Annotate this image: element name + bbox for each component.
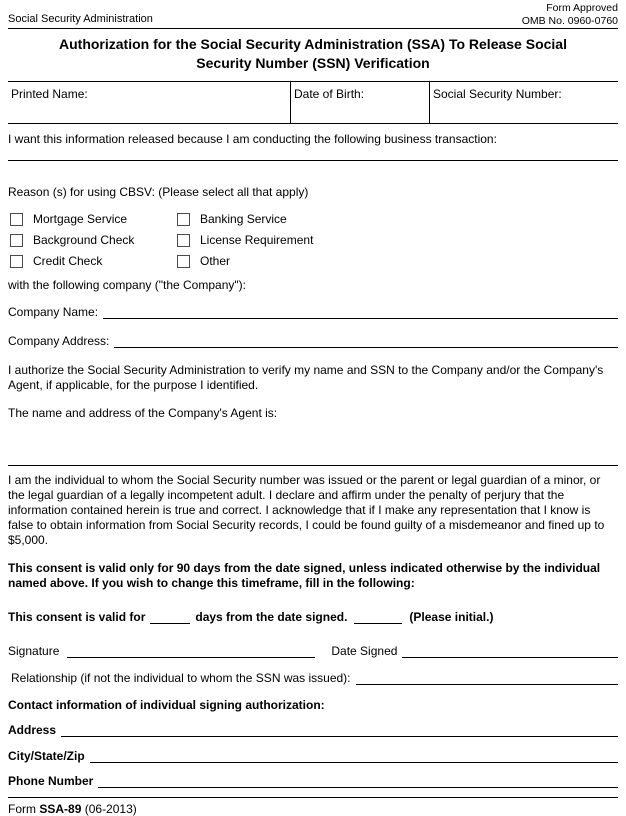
agency-name: Social Security Administration xyxy=(8,13,153,26)
days-input-blank[interactable] xyxy=(150,610,190,624)
ssn-label: Social Security Number: xyxy=(433,86,562,101)
reason-option-other xyxy=(175,254,230,268)
phone-number-row xyxy=(8,773,618,788)
address-label: Address xyxy=(8,722,57,737)
form-edition: (06-2013) xyxy=(84,801,137,816)
other-checkbox[interactable] xyxy=(177,255,190,268)
authorization-statement: I authorize the Social Security Administration to verify my name and SSN to the Company and/or the Company's Agent, if applicable, for the purpose I identified. xyxy=(8,362,604,392)
relationship-row xyxy=(8,670,618,685)
reason-option-credit-check xyxy=(8,254,175,268)
company-address-label: Company Address: xyxy=(8,333,110,348)
background-check-label: Background Check xyxy=(33,233,135,248)
reason-checkbox-grid xyxy=(8,209,618,272)
omb-number: OMB No. 0960-0760 xyxy=(521,14,618,27)
reason-row-2 xyxy=(8,230,618,251)
city-state-zip-label: City/State/Zip xyxy=(8,748,85,763)
company-name-input-line[interactable] xyxy=(103,304,618,319)
consent-custom-duration-row xyxy=(8,610,618,624)
form-approved-label: Form Approved xyxy=(546,2,618,14)
business-transaction-input-line[interactable] xyxy=(8,147,618,161)
company-address-row xyxy=(8,333,618,348)
with-company-text: with the following company ("the Company"): xyxy=(8,277,246,292)
form-approval-block xyxy=(522,2,618,28)
background-check-checkbox[interactable] xyxy=(10,234,23,247)
initials-input-blank[interactable] xyxy=(354,610,402,624)
company-name-row xyxy=(8,304,618,319)
date-signed-label: Date Signed xyxy=(331,643,398,658)
company-address-input-line[interactable] xyxy=(114,333,618,348)
reason-row-1 xyxy=(8,209,618,230)
valid-for-middle: days from the date signed. xyxy=(195,609,348,624)
printed-name-cell[interactable] xyxy=(8,82,290,123)
banking-service-checkbox[interactable] xyxy=(177,213,190,226)
banking-service-label: Banking Service xyxy=(200,212,287,227)
reason-option-license-requirement xyxy=(175,233,313,247)
agent-label: The name and address of the Company's Agent is: xyxy=(8,405,278,420)
release-statement: I want this information released because I am conducting the following business transaction: xyxy=(8,131,497,146)
city-state-zip-row xyxy=(8,748,618,763)
mortgage-service-checkbox[interactable] xyxy=(10,213,23,226)
credit-check-label: Credit Check xyxy=(33,254,103,269)
reasons-label: Reason (s) for using CBSV: (Please select all that apply) xyxy=(8,184,309,199)
form-number: SSA-89 xyxy=(39,801,82,816)
date-of-birth-label: Date of Birth: xyxy=(294,86,365,101)
relationship-input-line[interactable] xyxy=(356,670,618,685)
phone-number-input-line[interactable] xyxy=(98,773,618,788)
date-signed-input-line[interactable] xyxy=(402,643,618,658)
license-requirement-label: License Requirement xyxy=(200,233,314,248)
reason-row-3 xyxy=(8,251,618,272)
relationship-label: Relationship (if not the individual to whom the SSN was issued): xyxy=(11,670,351,685)
contact-heading: Contact information of individual signing authorization: xyxy=(8,697,325,712)
reason-option-mortgage-service xyxy=(8,212,175,226)
consent-validity-text: This consent is valid only for 90 days from the date signed, unless indicated otherwise by the individual named above. If you wish to change this timeframe, fill in the following: xyxy=(8,560,601,590)
valid-for-prefix: This consent is valid for xyxy=(8,609,146,624)
identity-field-row xyxy=(8,82,618,124)
valid-for-suffix: (Please initial.) xyxy=(409,609,494,624)
date-of-birth-cell[interactable] xyxy=(290,82,429,123)
signature-label: Signature xyxy=(8,643,60,658)
mortgage-service-label: Mortgage Service xyxy=(33,212,128,227)
address-row xyxy=(8,722,618,737)
agent-info-input-area[interactable] xyxy=(8,420,618,466)
address-input-line[interactable] xyxy=(61,722,618,737)
page-title: Authorization for the Social Security Administration (SSA) To Release Social Security Number (SSN) Verification xyxy=(8,29,618,82)
phone-number-label: Phone Number xyxy=(8,773,94,788)
city-state-zip-input-line[interactable] xyxy=(90,748,618,763)
company-name-label: Company Name: xyxy=(8,304,99,319)
form-footer-prefix: Form xyxy=(8,801,36,816)
other-label: Other xyxy=(200,254,231,269)
form-header xyxy=(8,0,618,29)
credit-check-checkbox[interactable] xyxy=(10,255,23,268)
form-footer xyxy=(8,798,618,816)
ssn-cell[interactable] xyxy=(429,82,618,123)
license-requirement-checkbox[interactable] xyxy=(177,234,190,247)
declaration-text: I am the individual to whom the Social Security number was issued or the parent or legal guardian of a minor, or the legal guardian of a legally incompetent adult. I declare and affirm under the penalty of perjury that the information contained herein is true and correct. I acknowledge that if I make any representation that I know is false to obtain information from Social Security records, I could be found guilty of a misdemeanor and fined up to $5,000. xyxy=(8,472,605,547)
signature-row xyxy=(8,643,618,658)
reason-option-background-check xyxy=(8,233,175,247)
signature-input-line[interactable] xyxy=(67,643,315,658)
reason-option-banking-service xyxy=(175,212,287,226)
printed-name-label: Printed Name: xyxy=(11,86,88,101)
